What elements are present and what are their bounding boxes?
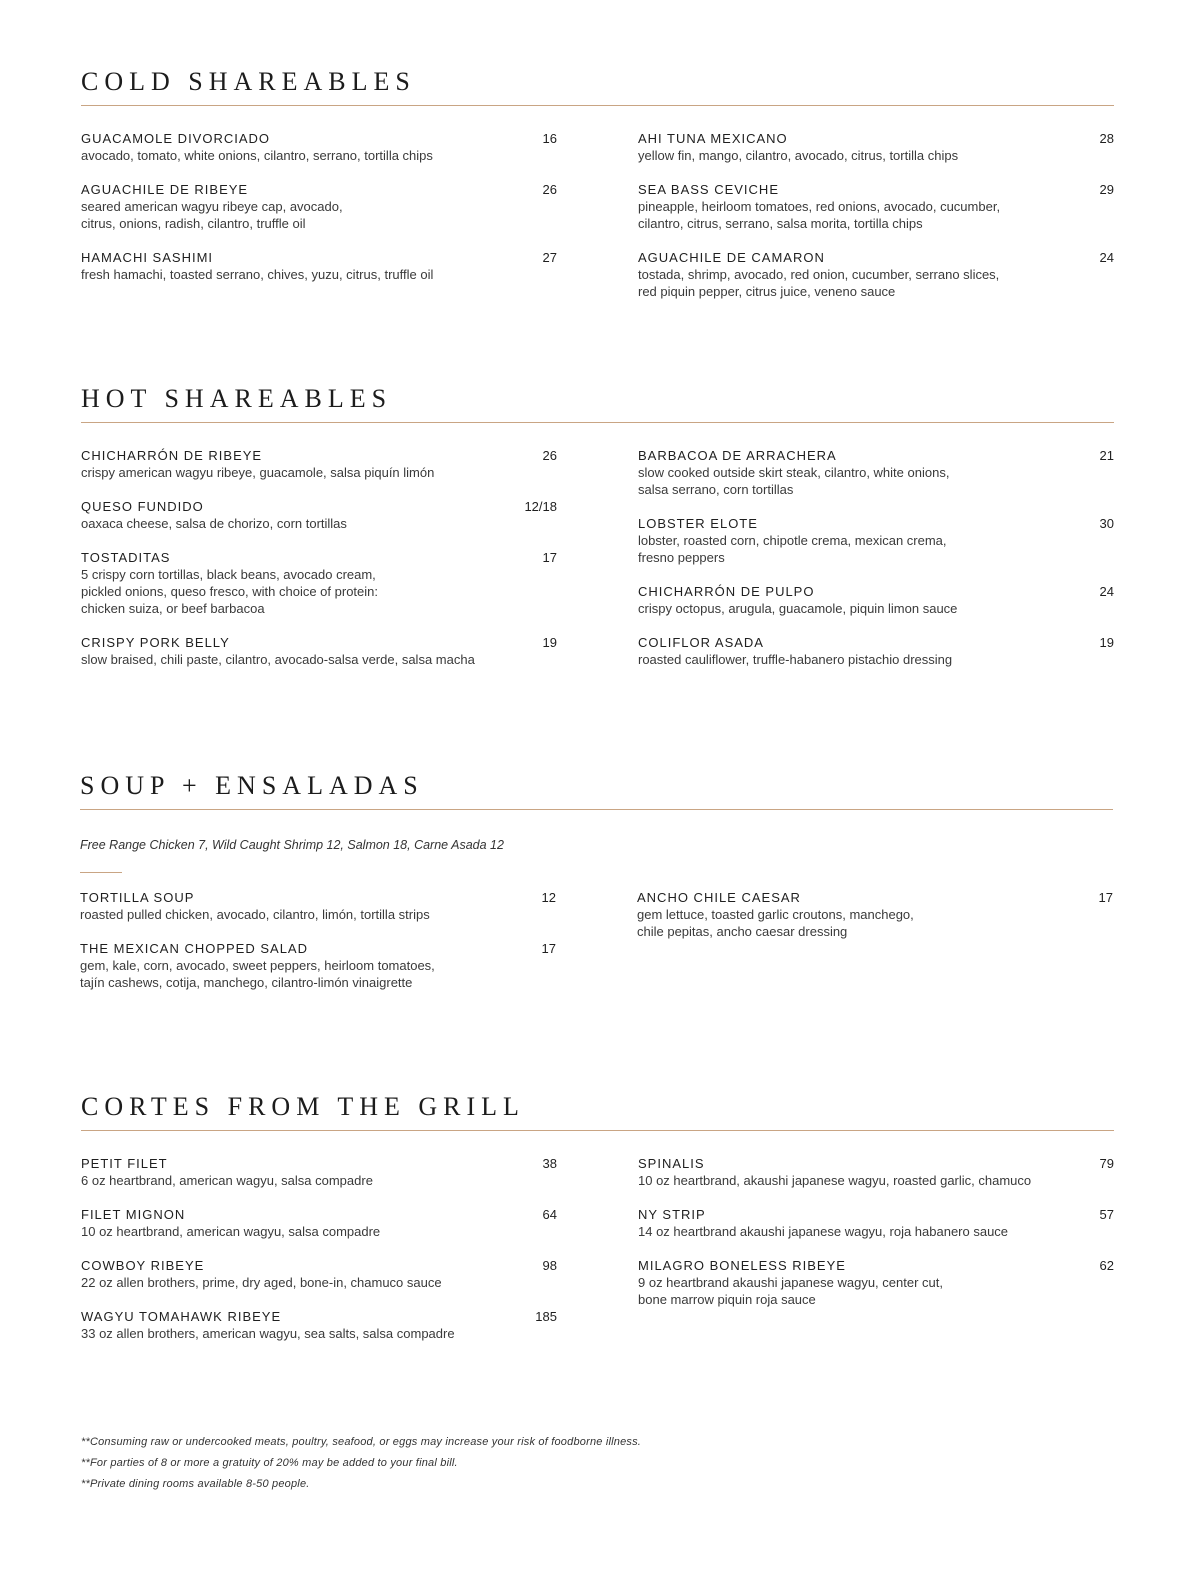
section-cortes-grill — [81, 1092, 1114, 1341]
menu-item-name: COLIFLOR ASADA — [638, 635, 764, 650]
menu-item-name: SPINALIS — [638, 1156, 705, 1171]
menu-item-price: 19 — [542, 635, 557, 650]
menu-item-name: AGUACHILE DE RIBEYE — [81, 182, 249, 197]
section-title: SOUP + ENSALADAS — [80, 771, 424, 800]
menu-item-price: 17 — [1098, 890, 1113, 905]
menu-item-name: FILET MIGNON — [81, 1207, 186, 1222]
menu-item — [638, 181, 1114, 232]
menu-item-name: BARBACOA DE ARRACHERA — [638, 448, 837, 463]
menu-item-name: MILAGRO BONELESS RIBEYE — [638, 1258, 846, 1273]
menu-item-name: CHICHARRÓN DE RIBEYE — [81, 448, 263, 463]
menu-item — [80, 940, 556, 991]
menu-item-price: 27 — [542, 250, 557, 265]
menu-item-name: CRISPY PORK BELLY — [81, 635, 230, 650]
menu-item-price: 16 — [542, 131, 557, 146]
menu-item-price: 26 — [542, 448, 557, 463]
menu-item-price: 17 — [541, 941, 556, 956]
menu-item-name: WAGYU TOMAHAWK RIBEYE — [81, 1309, 282, 1324]
menu-item — [81, 447, 557, 481]
menu-item — [81, 181, 557, 232]
menu-item-name: AHI TUNA MEXICANO — [638, 131, 788, 146]
menu-item-description: slow braised, chili paste, cilantro, avocado-salsa verde, salsa macha — [81, 652, 475, 667]
section-divider — [81, 105, 1114, 106]
menu-item — [81, 634, 557, 668]
menu-column-left — [81, 130, 557, 300]
menu-item-name: ANCHO CHILE CAESAR — [637, 890, 801, 905]
menu-column-right — [638, 447, 1114, 685]
menu-item-price: 24 — [1099, 250, 1114, 265]
section-divider — [80, 809, 1113, 810]
menu-column-left — [80, 889, 556, 1008]
menu-item — [81, 1206, 557, 1240]
menu-item — [638, 583, 1114, 617]
menu-item-name: TOSTADITAS — [81, 550, 171, 565]
menu-item-price: 28 — [1099, 131, 1114, 146]
menu-item-name: QUESO FUNDIDO — [81, 499, 204, 514]
menu-item — [637, 889, 1113, 940]
menu-item-description: 9 oz heartbrand akaushi japanese wagyu, center cut, bone marrow piquin roja sauce — [638, 1275, 943, 1307]
menu-item-description: 33 oz allen brothers, american wagyu, sea salts, salsa compadre — [81, 1326, 455, 1341]
section-hot-shareables — [81, 384, 1114, 667]
menu-item-description: pineapple, heirloom tomatoes, red onions, avocado, cucumber, cilantro, citrus, serrano, salsa morita, tortilla chips — [638, 199, 1001, 231]
menu-item-price: 62 — [1099, 1258, 1114, 1273]
section-title: HOT SHAREABLES — [81, 384, 393, 413]
menu-item — [638, 1257, 1114, 1308]
section-divider — [81, 422, 1114, 423]
menu-item-description: 10 oz heartbrand, american wagyu, salsa compadre — [81, 1224, 381, 1239]
menu-item-price: 98 — [542, 1258, 557, 1273]
menu-item-name: LOBSTER ELOTE — [638, 516, 758, 531]
footnote-raw-food: **Consuming raw or undercooked meats, poultry, seafood, or eggs may increase your risk of foodborne illness. — [81, 1436, 642, 1448]
footnote-gratuity: **For parties of 8 or more a gratuity of 20% may be added to your final bill. — [81, 1457, 458, 1469]
menu-item-description: roasted pulled chicken, avocado, cilantro, limón, tortilla strips — [80, 907, 430, 922]
menu-item-name: GUACAMOLE DIVORCIADO — [81, 131, 271, 146]
section-title: CORTES FROM THE GRILL — [81, 1092, 525, 1121]
menu-item-description: 5 crispy corn tortillas, black beans, avocado cream, pickled onions, queso fresco, with choice of protein: chicken suiza, or beef barbacoa — [81, 567, 379, 616]
menu-item — [638, 1206, 1114, 1240]
menu-item-description: gem, kale, corn, avocado, sweet peppers, heirloom tomatoes, tajín cashews, cotija, manchego, cilantro-limón vinaigrette — [80, 958, 435, 990]
menu-column-left — [81, 1155, 557, 1359]
menu-item-name: TORTILLA SOUP — [80, 890, 195, 905]
menu-item — [638, 130, 1114, 164]
menu-item — [81, 130, 557, 164]
menu-item — [638, 1155, 1114, 1189]
menu-column-right — [638, 1155, 1114, 1325]
menu-item-description: 22 oz allen brothers, prime, dry aged, bone-in, chamuco sauce — [81, 1275, 442, 1290]
menu-item-description: slow cooked outside skirt steak, cilantro, white onions, salsa serrano, corn tortillas — [638, 465, 950, 497]
menu-item-price: 57 — [1099, 1207, 1114, 1222]
section-divider — [81, 1130, 1114, 1131]
menu-item-price: 12/18 — [524, 499, 557, 514]
menu-item-price: 24 — [1099, 584, 1114, 599]
menu-item-description: yellow fin, mango, cilantro, avocado, citrus, tortilla chips — [638, 148, 959, 163]
menu-item — [81, 549, 557, 617]
menu-item — [638, 447, 1114, 498]
menu-item-name: HAMACHI SASHIMI — [81, 250, 214, 265]
menu-item — [638, 634, 1114, 668]
menu-column-left — [81, 447, 557, 685]
menu-item-description: crispy octopus, arugula, guacamole, piquin limon sauce — [638, 601, 958, 616]
menu-item-name: NY STRIP — [638, 1207, 706, 1222]
menu-item — [81, 1155, 557, 1189]
menu-item-price: 64 — [542, 1207, 557, 1222]
menu-item-price: 19 — [1099, 635, 1114, 650]
protein-addons: Free Range Chicken 7, Wild Caught Shrimp 12, Salmon 18, Carne Asada 12 — [80, 838, 504, 852]
menu-item-description: roasted cauliflower, truffle-habanero pistachio dressing — [638, 652, 953, 667]
menu-item — [81, 1257, 557, 1291]
menu-item-price: 79 — [1099, 1156, 1114, 1171]
menu-item-description: avocado, tomato, white onions, cilantro, serrano, tortilla chips — [81, 148, 433, 163]
menu-item-description: lobster, roasted corn, chipotle crema, mexican crema, fresno peppers — [638, 533, 947, 565]
menu-item — [81, 249, 557, 283]
menu-column-right — [638, 130, 1114, 317]
menu-item-price: 26 — [542, 182, 557, 197]
menu-item-price: 185 — [535, 1309, 557, 1324]
menu-item-name: PETIT FILET — [81, 1156, 168, 1171]
menu-item-description: oaxaca cheese, salsa de chorizo, corn tortillas — [81, 516, 347, 531]
menu-item — [638, 249, 1114, 300]
menu-column-right — [637, 889, 1113, 957]
menu-item-description: seared american wagyu ribeye cap, avocado, citrus, onions, radish, cilantro, truffle oil — [81, 199, 343, 231]
menu-item-price: 30 — [1099, 516, 1114, 531]
footnotes — [81, 1432, 641, 1495]
menu-item-price: 21 — [1099, 448, 1114, 463]
menu-item-name: THE MEXICAN CHOPPED SALAD — [80, 941, 308, 956]
menu-item-name: SEA BASS CEVICHE — [638, 182, 779, 197]
menu-item-price: 29 — [1099, 182, 1114, 197]
menu-item-name: CHICHARRÓN DE PULPO — [638, 584, 815, 599]
menu-item — [81, 1308, 557, 1342]
menu-item-description: 6 oz heartbrand, american wagyu, salsa compadre — [81, 1173, 373, 1188]
menu-item-description: gem lettuce, toasted garlic croutons, manchego, chile pepitas, ancho caesar dressing — [637, 907, 914, 939]
section-title: COLD SHAREABLES — [81, 67, 416, 96]
menu-item-price: 17 — [542, 550, 557, 565]
menu-item-price: 12 — [541, 890, 556, 905]
menu-item-name: AGUACHILE DE CAMARON — [638, 250, 825, 265]
menu-item-description: 10 oz heartbrand, akaushi japanese wagyu, roasted garlic, chamuco — [638, 1173, 1032, 1188]
menu-item — [80, 889, 556, 923]
menu-item-name: COWBOY RIBEYE — [81, 1258, 205, 1273]
menu-item-price: 38 — [542, 1156, 557, 1171]
menu-item-description: 14 oz heartbrand akaushi japanese wagyu, roja habanero sauce — [638, 1224, 1009, 1239]
section-soup-ensaladas — [80, 771, 1113, 990]
menu-item-description: crispy american wagyu ribeye, guacamole, salsa piquín limón — [81, 465, 435, 480]
short-divider — [80, 872, 122, 873]
menu-item-description: tostada, shrimp, avocado, red onion, cucumber, serrano slices, red piquin pepper, citrus juice, veneno sauce — [638, 267, 1000, 299]
menu-item-description: fresh hamachi, toasted serrano, chives, yuzu, citrus, truffle oil — [81, 267, 434, 282]
menu-item — [81, 498, 557, 532]
footnote-private-dining: **Private dining rooms available 8-50 people. — [81, 1478, 310, 1490]
section-cold-shareables — [81, 67, 1114, 299]
menu-item — [638, 515, 1114, 566]
